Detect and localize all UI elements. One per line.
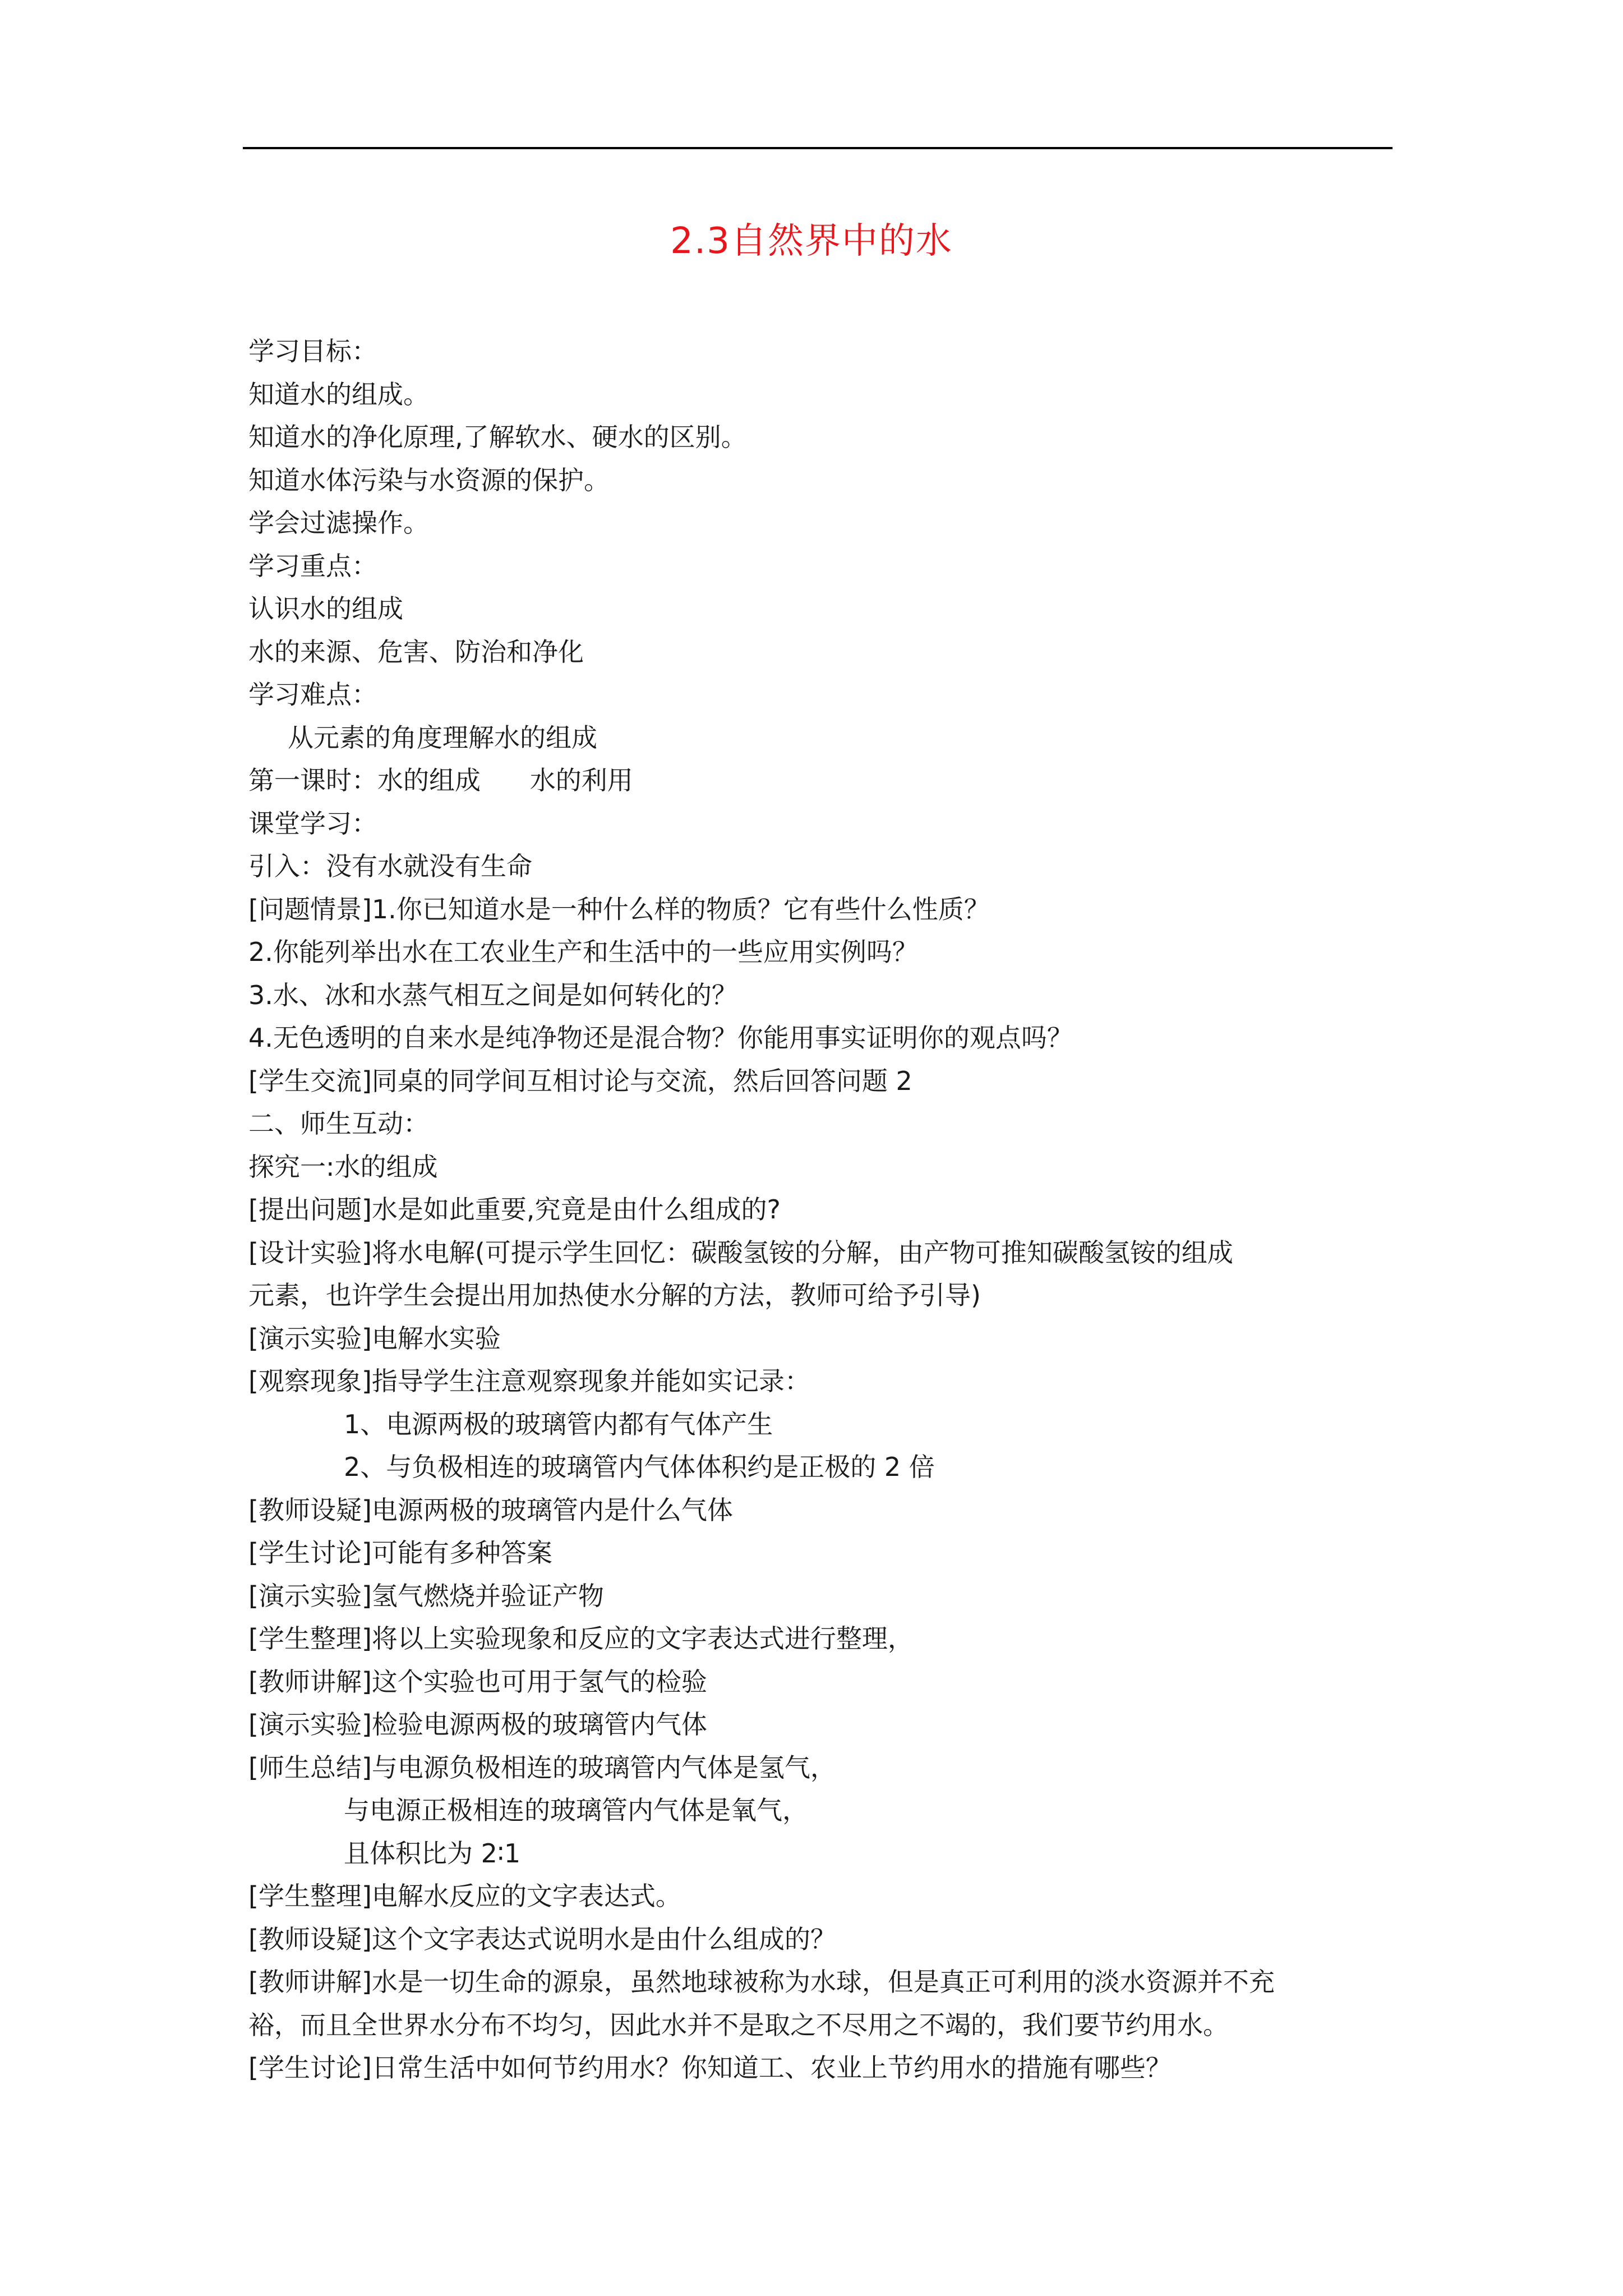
text-line: 2.你能列举出水在工农业生产和生活中的一些应用实例吗？ <box>248 937 918 967</box>
text-line: [学生讨论]日常生活中如何节约用水？你知道工、农业上节约用水的措施有哪些？ <box>248 2053 1172 2083</box>
text-line: [观察现象]指导学生注意观察现象并能如实记录： <box>248 1366 810 1396</box>
text-line: 探究一:水的组成 <box>248 1151 438 1182</box>
text-line: 从元素的角度理解水的组成 <box>288 722 597 753</box>
text-line: 学会过滤操作。 <box>248 508 429 538</box>
text-line: 学习难点： <box>248 679 377 710</box>
text-line: 2、与负极相连的玻璃管内气体体积约是正极的 2 倍 <box>344 1452 935 1482</box>
text-line: 引入：没有水就没有生命 <box>248 851 532 881</box>
text-line: [学生整理]电解水反应的文字表达式。 <box>248 1881 681 1911</box>
text-line: 认识水的组成 <box>248 593 403 624</box>
text-line: 课堂学习： <box>248 808 377 839</box>
header-rule <box>243 147 1393 149</box>
text-line: 3.水、冰和水蒸气相互之间是如何转化的？ <box>248 979 737 1010</box>
document-body <box>248 330 1398 2090</box>
text-line: 裕，而且全世界水分布不均匀，因此水并不是取之不尽用之不竭的，我们要节约用水。 <box>248 2009 1229 2040</box>
text-line: [演示实验]电解水实验 <box>248 1323 501 1354</box>
text-line: [学生整理]将以上实验现象和反应的文字表达式进行整理， <box>248 1623 914 1654</box>
text-line: 水的来源、危害、防治和净化 <box>248 636 584 667</box>
text-line: [演示实验]检验电源两极的玻璃管内气体 <box>248 1709 707 1740</box>
text-line: [教师讲解]水是一切生命的源泉，虽然地球被称为水球，但是真正可利用的淡水资源并不充 <box>248 1967 1275 1997</box>
text-line: 二、师生互动： <box>248 1108 429 1139</box>
text-line: 且体积比为 2∶1 <box>344 1838 521 1869</box>
text-line: [学生讨论]可能有多种答案 <box>248 1538 552 1568</box>
text-line: [演示实验]氢气燃烧并验证产物 <box>248 1580 604 1611</box>
text-line: 知道水的净化原理,了解软水、硬水的区别。 <box>248 422 747 452</box>
document-title: 2.3自然界中的水 <box>670 220 953 262</box>
text-line: 知道水的组成。 <box>248 379 429 409</box>
text-line: [师生总结]与电源负极相连的玻璃管内气体是氢气， <box>248 1752 836 1783</box>
text-line: 1、电源两极的玻璃管内都有气体产生 <box>344 1409 773 1439</box>
text-line: [教师设疑]电源两极的玻璃管内是什么气体 <box>248 1494 733 1525</box>
text-line: [问题情景]1.你已知道水是一种什么样的物质？它有些什么性质？ <box>248 894 990 924</box>
text-line: 知道水体污染与水资源的保护。 <box>248 464 610 495</box>
text-line: 元素，也许学生会提出用加热使水分解的方法，教师可给予引导) <box>248 1280 981 1310</box>
text-line: 4.无色透明的自来水是纯净物还是混合物？你能用事实证明你的观点吗？ <box>248 1023 1073 1053</box>
text-line: 第一课时：水的组成 水的利用 <box>248 765 633 795</box>
text-line: 学习目标： <box>248 336 377 366</box>
text-line: [教师设疑]这个文字表达式说明水是由什么组成的？ <box>248 1924 836 1954</box>
text-line: [设计实验]将水电解(可提示学生回忆：碳酸氢铵的分解，由产物可推知碳酸氢铵的组成 <box>248 1237 1233 1268</box>
text-line: 与电源正极相连的玻璃管内气体是氧气， <box>344 1795 808 1825</box>
text-line: [教师讲解]这个实验也可用于氢气的检验 <box>248 1666 707 1697</box>
text-line: 学习重点： <box>248 550 377 581</box>
text-line: [学生交流]同桌的同学间互相讨论与交流，然后回答问题 2 <box>248 1065 912 1096</box>
text-line: [提出问题]水是如此重要,究竟是由什么组成的? <box>248 1194 781 1225</box>
